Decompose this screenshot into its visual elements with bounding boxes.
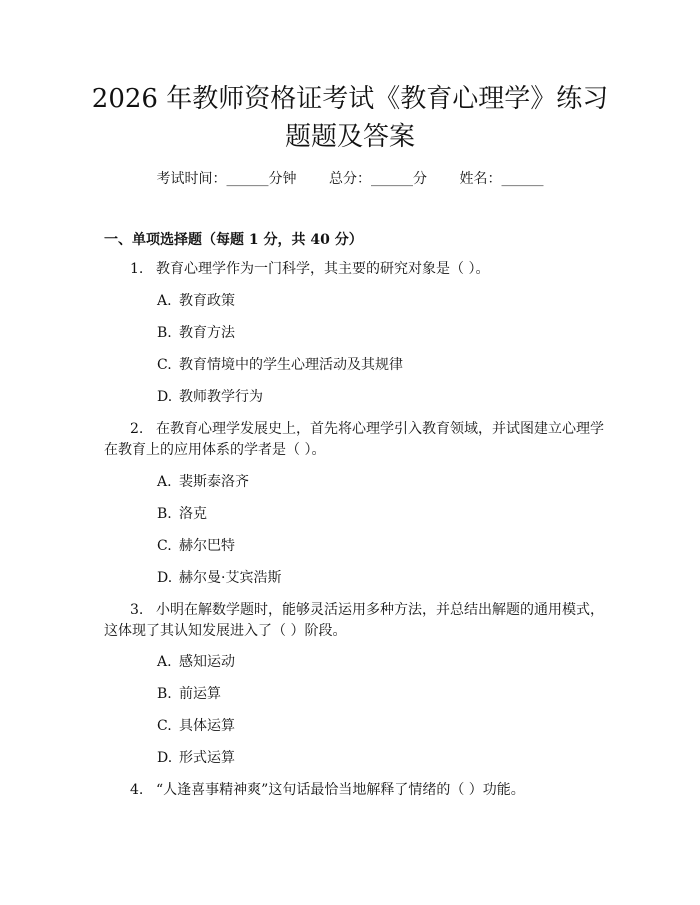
question-text-line-2: 在教育上的应用体系的学者是（ ）。: [104, 442, 326, 458]
question-text-line-2: 这体现了其认知发展进入了（ ）阶段。: [104, 623, 347, 639]
exam-time: 考试时间：______分钟: [156, 171, 297, 187]
question-number: 4.: [130, 782, 144, 798]
option-label: C.: [157, 357, 172, 373]
option-text: 洛克: [179, 506, 207, 522]
title-line-2: 题题及答案: [284, 122, 415, 152]
option-label: B.: [157, 686, 172, 702]
option-label: A.: [157, 293, 172, 309]
option-text: 裴斯泰洛齐: [179, 474, 249, 490]
option-label: A.: [157, 654, 172, 670]
option-label: D.: [157, 389, 173, 405]
option-label: B.: [157, 325, 172, 341]
option-text: 赫尔曼·艾宾浩斯: [179, 570, 282, 586]
question-3: [104, 600, 604, 642]
option-3a: [157, 652, 235, 673]
option-text: 教师教学行为: [179, 389, 263, 405]
exam-info: [0, 168, 700, 188]
option-2d: [157, 568, 281, 589]
option-3d: [157, 748, 235, 769]
question-number: 1.: [130, 261, 144, 277]
option-text: 赫尔巴特: [179, 538, 235, 554]
option-text: 感知运动: [179, 654, 235, 670]
option-label: C.: [157, 538, 172, 554]
option-text: 具体运算: [179, 718, 235, 734]
option-label: D.: [157, 570, 173, 586]
option-2a: [157, 472, 249, 493]
question-4: [104, 780, 604, 801]
question-number: 3.: [130, 602, 144, 618]
option-1d: [157, 387, 263, 408]
option-label: C.: [157, 718, 172, 734]
option-text: 教育政策: [179, 293, 235, 309]
option-3b: [157, 684, 221, 705]
exam-score: 总分：______分: [329, 171, 427, 187]
option-text: 前运算: [179, 686, 221, 702]
option-1b: [157, 323, 235, 344]
option-label: D.: [157, 750, 173, 766]
exam-name: 姓名：______: [459, 171, 544, 187]
question-text: 教育心理学作为一门科学，其主要的研究对象是（ ）。: [156, 261, 490, 277]
option-label: A.: [157, 474, 172, 490]
option-1a: [157, 291, 235, 312]
question-text-line-1: 在教育心理学发展史上，首先将心理学引入教育领域，并试图建立心理学: [156, 421, 604, 437]
option-2b: [157, 504, 207, 525]
section-heading: 一、单项选择题（每题 1 分，共 40 分）: [104, 232, 363, 248]
option-text: 教育情境中的学生心理活动及其规律: [179, 357, 403, 373]
question-2: [104, 419, 604, 461]
question-number: 2.: [130, 421, 144, 437]
option-3c: [157, 716, 235, 737]
option-1c: [157, 355, 403, 376]
option-text: 形式运算: [179, 750, 235, 766]
option-label: B.: [157, 506, 172, 522]
question-1: [104, 259, 604, 280]
question-text-line-1: 小明在解数学题时，能够灵活运用多种方法，并总结出解题的通用模式，: [156, 602, 604, 618]
question-text: “人逢喜事精神爽”这句话最恰当地解释了情绪的（ ）功能。: [156, 782, 525, 798]
title-line-1: 2026 年教师资格证考试《教育心理学》练习: [91, 84, 609, 114]
option-text: 教育方法: [179, 325, 235, 341]
option-2c: [157, 536, 235, 557]
document-title: [60, 80, 640, 156]
